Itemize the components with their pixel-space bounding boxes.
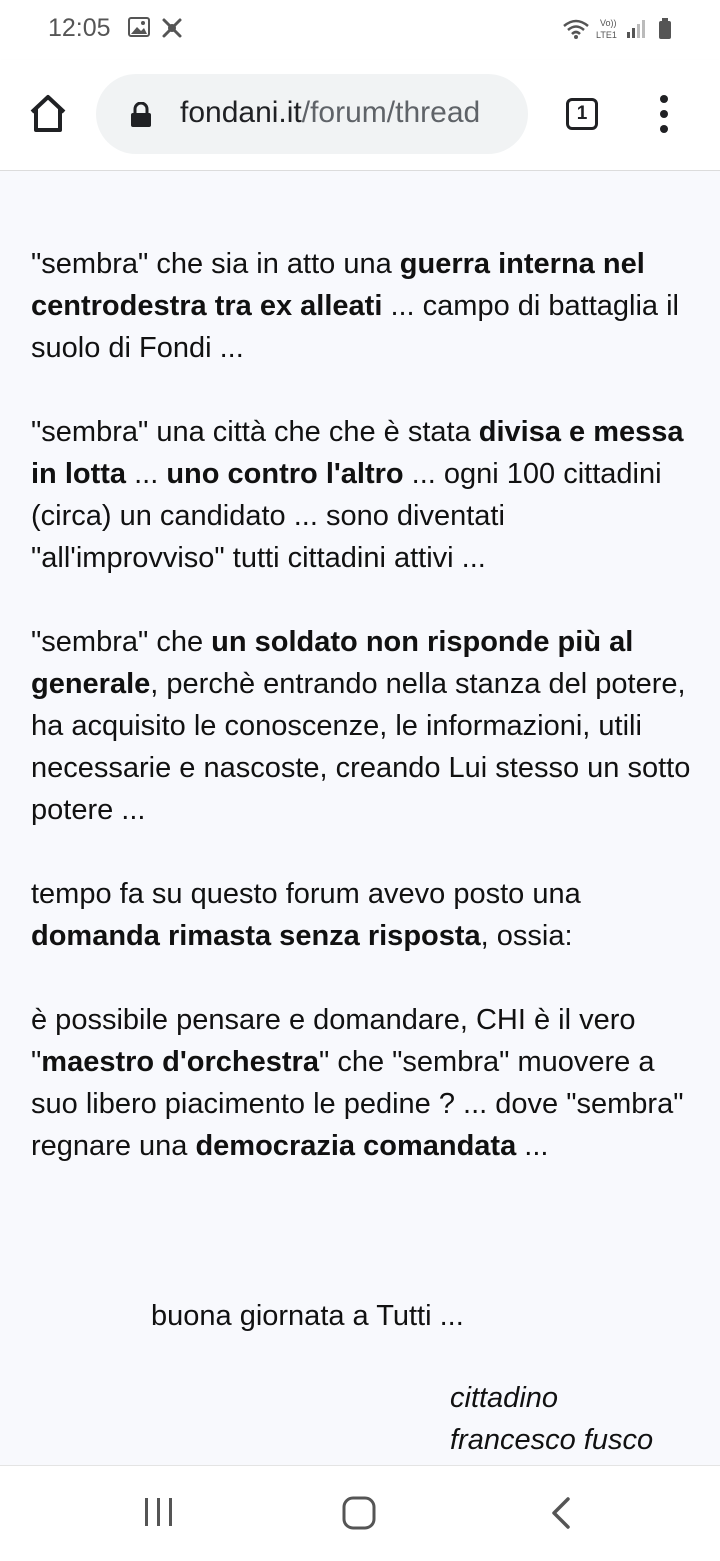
address-bar[interactable] [96, 74, 528, 154]
home-button-icon[interactable] [342, 1496, 376, 1530]
url-path: /forum/thread [301, 96, 481, 129]
text-segment: "sembra" che [31, 626, 212, 658]
bold-text-segment: maestro d'orchestra [41, 1046, 319, 1078]
back-icon[interactable] [548, 1496, 574, 1530]
status-bar [0, 0, 720, 60]
bold-text-segment: divisa e messa in lotta [31, 416, 684, 490]
image-icon [128, 16, 150, 43]
bold-text-segment: guerra interna nel centrodestra tra ex alleati [31, 248, 645, 322]
signal-icon [626, 18, 646, 45]
system-navigation-bar [0, 1465, 720, 1561]
text-segment: , perchè entrando nella stanza del potere, ha acquisito le conoscenze, le informazioni, utili necessarie e nascoste, creando Lui stesso un sotto potere ... [31, 668, 691, 826]
text-segment: "sembra" una città che che è stata [31, 416, 479, 448]
url-text[interactable] [180, 96, 510, 130]
browser-toolbar [0, 60, 720, 171]
text-segment: ... [516, 1130, 549, 1162]
text-segment: ... [126, 458, 167, 490]
post-body [31, 243, 691, 1209]
text-segment: , ossia: [480, 920, 573, 952]
more-vert-icon[interactable] [654, 94, 674, 134]
home-icon[interactable] [26, 92, 70, 136]
text-segment: "sembra" che sia in atto una [31, 248, 400, 280]
signature-line-2: francesco fusco [450, 1424, 654, 1456]
signature-line-1: cittadino [450, 1382, 559, 1414]
post-signature [450, 1377, 653, 1461]
app-notification-icon [160, 16, 184, 45]
url-host: fondani.it [180, 96, 302, 129]
text-segment: tempo fa su questo forum avevo posto una [31, 878, 581, 910]
bold-text-segment: un soldato non risponde più al generale [31, 626, 634, 700]
post-paragraph-1 [31, 243, 691, 369]
bold-text-segment: democrazia comandata [195, 1130, 517, 1162]
post-paragraph-2 [31, 411, 691, 579]
text-segment: ... ogni 100 cittadini (circa) un candidato ... sono diventati "all'improvviso" tutti cittadini attivi ... [31, 458, 662, 574]
post-paragraph-4 [31, 873, 691, 957]
svg-text:LTE1: LTE1 [596, 30, 617, 40]
svg-text:Vo)): Vo)) [600, 18, 617, 28]
text-segment: " che "sembra" muovere a suo libero piacimento le pedine ? ... dove "sembra" regnare una [31, 1046, 684, 1162]
battery-icon [658, 18, 672, 45]
bold-text-segment: uno contro l'altro [166, 458, 404, 490]
post-paragraph-3 [31, 621, 691, 831]
bold-text-segment: domanda rimasta senza risposta [31, 920, 481, 952]
wifi-icon [562, 18, 590, 45]
forum-post-content [0, 171, 720, 1465]
tabs-icon[interactable]: 1 [566, 98, 598, 130]
recent-apps-icon[interactable] [142, 1496, 176, 1528]
status-time: 12:05 [48, 14, 111, 42]
post-paragraph-5 [31, 999, 691, 1167]
post-greeting: buona giornata a Tutti ... [151, 1300, 464, 1332]
text-segment: ... campo di battaglia il suolo di Fondi ... [31, 290, 679, 364]
volte-lte-icon [596, 16, 624, 47]
text-segment: è possibile pensare e domandare, CHI è il vero " [31, 1004, 636, 1078]
lock-icon[interactable] [130, 102, 152, 128]
